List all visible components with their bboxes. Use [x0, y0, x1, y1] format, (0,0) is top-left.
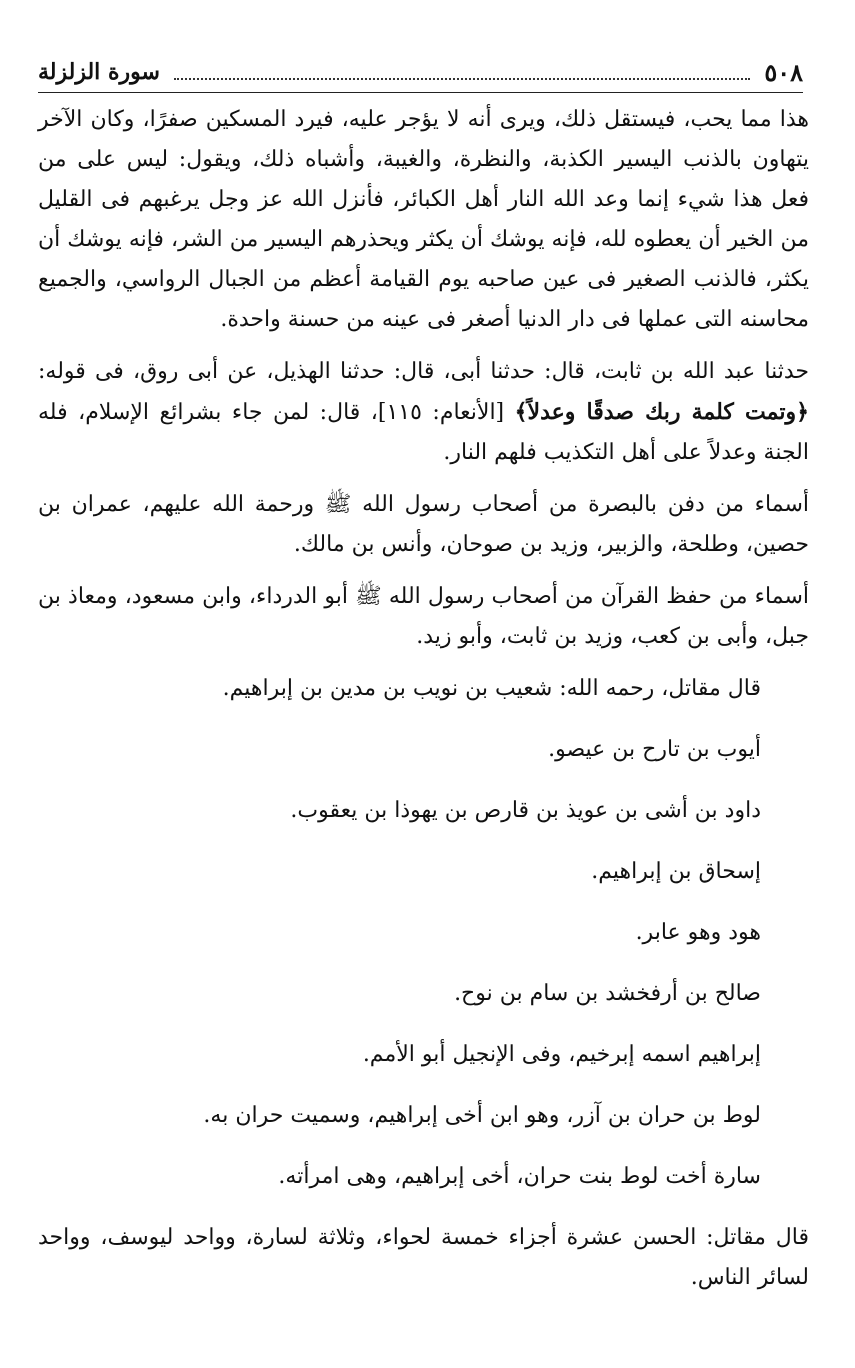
list-line-2: أيوب بن تارح بن عيصو. [548, 737, 761, 762]
quran-verse: ﴿وتمت كلمة ربك صدقًا وعدلاً﴾ [514, 399, 809, 425]
list-line-3: داود بن أشى بن عويذ بن قارص بن يهوذا بن يعقوب. [290, 798, 761, 823]
paragraph-2 [38, 352, 809, 473]
list-line-8: لوط بن حران بن آزر، وهو ابن أخى إبراهيم، وسميت حران به. [203, 1103, 761, 1128]
page-number: ٥٠٨ [764, 57, 803, 87]
list-line-5: هود وهو عابر. [635, 920, 761, 945]
final-paragraph: قال مقاتل: الحسن عشرة أجزاء خمسة لحواء، وثلاثة لسارة، وواحد ليوسف، وواحد لسائر الناس. [38, 1225, 809, 1290]
running-header [38, 52, 803, 93]
paragraph-3: أسماء من دفن بالبصرة من أصحاب رسول الله ﷺ ورحمة الله عليهم، عمران بن حصين، وطلحة، والزبير، وزيد بن صوحان، وأنس بن مالك. [38, 492, 809, 557]
list-line-1: قال مقاتل، رحمه الله: شعيب بن نويب بن مدين بن إبراهيم. [222, 676, 761, 701]
paragraph-2-before: حدثنا عبد الله بن ثابت، قال: حدثنا أبى، قال: حدثنا الهذيل، عن أبى روق، فى قوله: [38, 359, 809, 384]
leader-dots [174, 64, 750, 80]
list-line-4: إسحاق بن إبراهيم. [591, 859, 761, 884]
list-line-6: صالح بن أرفخشد بن سام بن نوح. [454, 981, 761, 1006]
paragraph-2-after: [الأنعام: ١١٥]، قال: لمن جاء بشرائع الإسلام، فله الجنة وعدلاً على أهل التكذيب فلهم النار. [38, 400, 809, 465]
surah-title: سورة الزلزلة [38, 59, 160, 85]
list-line-9: سارة أخت لوط بنت حران، أخى إبراهيم، وهى امرأته. [278, 1164, 761, 1189]
list-line-7: إبراهيم اسمه إبرخيم، وفى الإنجيل أبو الأمم. [362, 1042, 761, 1067]
paragraph-4: أسماء من حفظ القرآن من أصحاب رسول الله ﷺ أبو الدرداء، وابن مسعود، ومعاذ بن جبل، وأبى بن كعب، وزيد بن ثابت، وأبو زيد. [38, 584, 809, 649]
page-body [38, 100, 809, 1310]
paragraph-1: هذا مما يحب، فيستقل ذلك، ويرى أنه لا يؤجر عليه، فيرد المسكين صفرًا، وكان الآخر يتهاون بالذنب اليسير الكذبة، والنظرة، والغيبة، وأشباه ذلك، ويقول: ليس على من فعل هذا شيء إنما وعد الله النار أهل الكبائر، فأنزل الله عز وجل يرغبهم فى القليل من الخير أن يعطوه لله، فإنه يوشك أن يكثر ويحذرهم اليسير من الشر، فإنه يوشك أن يكثر، فالذنب الصغير فى عين صاحبه يوم القيامة أعظم من الجبال الرواسي، والجميع محاسنه التى عملها فى دار الدنيا أصغر فى عينه من حسنة واحدة. [38, 107, 809, 332]
